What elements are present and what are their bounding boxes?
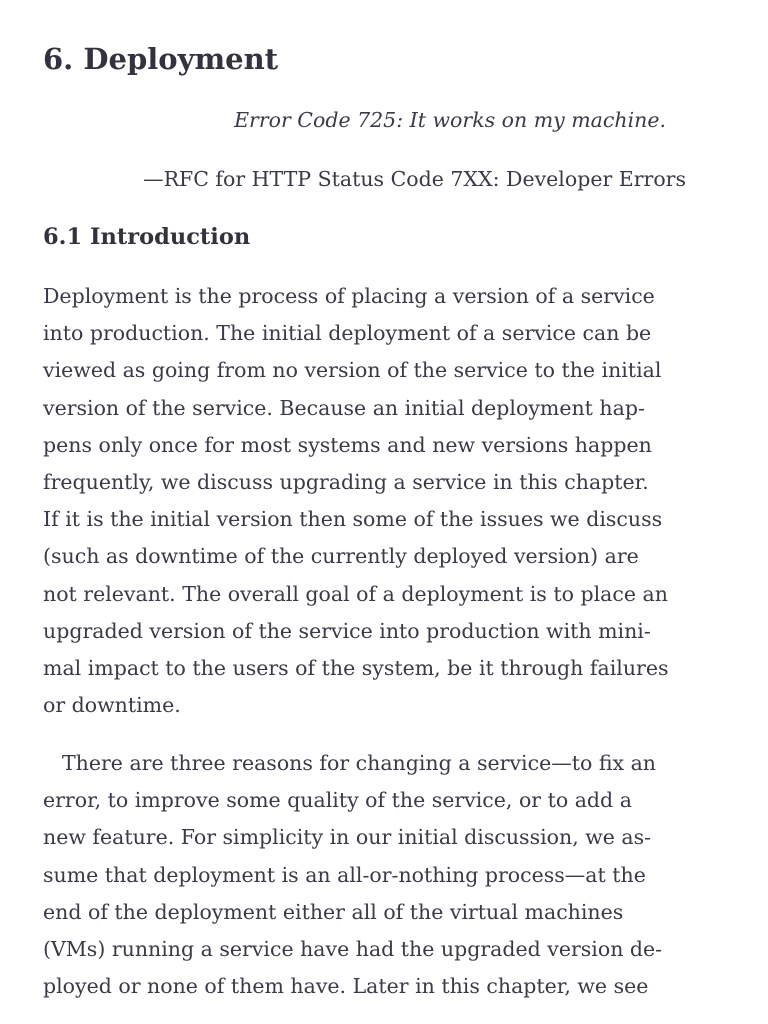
text-line: new feature. For simplicity in our initial discussion, we as- xyxy=(43,825,652,850)
text-line: ployed or none of them have. Later in this chapter, we see xyxy=(43,974,649,999)
paragraph-reasons xyxy=(43,745,662,1005)
text-line: (VMs) running a service have had the upgraded version de- xyxy=(43,936,663,961)
epigraph-source: —RFC for HTTP Status Code 7XX: Developer Errors xyxy=(143,167,686,191)
text-line: version of the service. Because an initial deployment hap- xyxy=(43,395,645,420)
text-line: into production. The initial deployment of a service can be xyxy=(43,321,652,346)
text-line: pens only once for most systems and new versions happen xyxy=(43,432,652,457)
section-title: 6.1 Introduction xyxy=(43,224,251,250)
text-line: end of the deployment either all of the virtual machines xyxy=(43,899,624,924)
epigraph-quote: Error Code 725: It works on my machine. xyxy=(234,108,666,132)
text-line: sume that deployment is an all-or-nothing process—at the xyxy=(43,862,646,887)
paragraph-intro xyxy=(43,278,668,724)
text-line: mal impact to the users of the system, be it through failures xyxy=(43,655,669,680)
text-line: error, to improve some quality of the service, or to add a xyxy=(43,788,632,813)
text-line: viewed as going from no version of the service to the initial xyxy=(43,358,662,383)
text-line: frequently, we discuss upgrading a service in this chapter. xyxy=(43,469,649,494)
text-line: Deployment is the process of placing a version of a service xyxy=(43,284,655,308)
text-line: (such as downtime of the currently deployed version) are xyxy=(43,544,639,569)
text-line: upgraded version of the service into production with mini- xyxy=(43,618,651,643)
text-line: not relevant. The overall goal of a deployment is to place an xyxy=(43,581,668,606)
chapter-title: 6. Deployment xyxy=(43,42,279,76)
text-line: If it is the initial version then some of the issues we discuss xyxy=(43,507,663,532)
text-line: or downtime. xyxy=(43,693,181,718)
text-line: There are three reasons for changing a service—to fix an xyxy=(62,751,656,775)
